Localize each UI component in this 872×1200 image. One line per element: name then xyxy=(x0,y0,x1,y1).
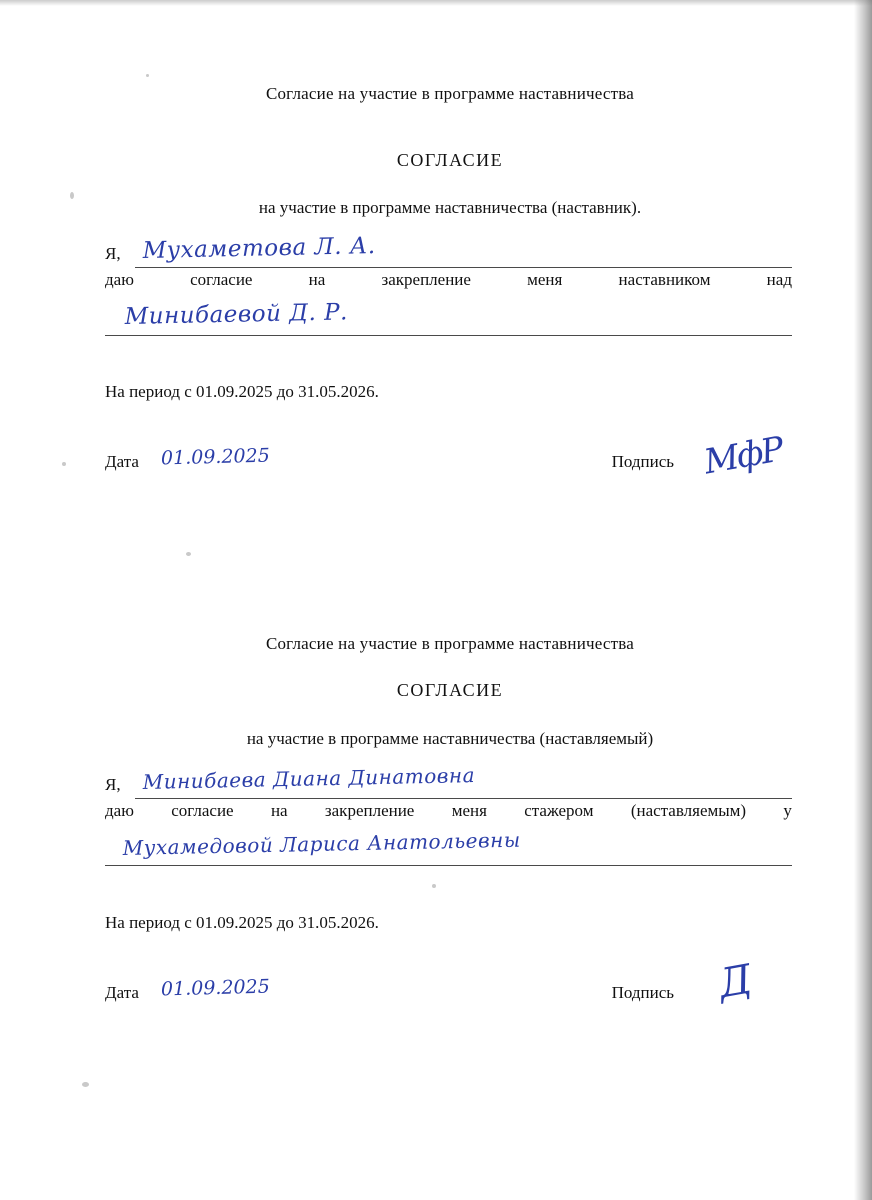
section-title-mentor: Согласие на участие в программе наставничества xyxy=(265,84,635,103)
clause-word: на xyxy=(270,801,288,820)
date-value-mentee: 01.09.2025 xyxy=(160,975,271,1001)
section-heading-mentor: СОГЛАСИЕ xyxy=(396,150,504,170)
rule-line xyxy=(135,798,792,799)
rule-line xyxy=(105,335,792,336)
mentor-name-handwriting: Мухаметова Л. А. xyxy=(142,233,376,264)
ya-label-mentor: Я, xyxy=(105,244,121,263)
clause-word: закрепление xyxy=(324,801,415,820)
scan-speck xyxy=(62,462,66,466)
clause-word: над xyxy=(766,270,792,289)
mentee-name-handwriting: Минибаева Диана Динатовна xyxy=(142,763,476,794)
mentee-mentor-name-field[interactable] xyxy=(105,822,792,866)
section-subtitle-mentor: на участие в программе наставничества (наставник). xyxy=(258,198,642,217)
mentor-mentee-name-handwriting: Минибаевой Д. Р. xyxy=(124,299,349,330)
clause-word: наставником xyxy=(618,270,711,289)
clause-word: меня xyxy=(527,270,563,289)
signature-label-mentee: Подпись xyxy=(611,983,674,1002)
clause-word: стажером xyxy=(524,801,594,820)
mentee-clause-line xyxy=(105,801,792,821)
mentor-period: На период с 01.09.2025 до 31.05.2026. xyxy=(105,382,379,401)
scan-shadow-right xyxy=(854,0,872,1200)
clause-word: (наставляемым) xyxy=(630,801,747,820)
mentee-name-field[interactable] xyxy=(105,757,792,799)
clause-word: даю xyxy=(105,270,134,289)
mentee-mentor-name-handwriting: Мухамедовой Лариса Анатольевны xyxy=(122,827,521,860)
mentee-period: На период с 01.09.2025 до 31.05.2026. xyxy=(105,913,379,932)
clause-word: меня xyxy=(451,801,487,820)
rule-line xyxy=(105,865,792,866)
clause-word: закрепление xyxy=(381,270,471,289)
signature-mark-mentee: Д xyxy=(715,956,754,1008)
clause-word: согласие xyxy=(190,270,253,289)
mentor-date-signature-row xyxy=(105,429,792,490)
scan-speck xyxy=(70,192,74,199)
mentor-mentee-name-field[interactable] xyxy=(105,292,792,336)
mentee-date-signature-row xyxy=(105,956,792,1021)
signature-label-mentor: Подпись xyxy=(611,452,674,471)
date-label-mentor: Дата xyxy=(105,452,139,471)
date-label-mentee: Дата xyxy=(105,983,139,1002)
mentor-clause-line xyxy=(105,270,792,290)
clause-word: у xyxy=(783,801,792,820)
document-body xyxy=(100,0,800,1200)
scan-speck xyxy=(82,1082,89,1087)
clause-word: на xyxy=(308,270,326,289)
signature-mark-mentor: МфР xyxy=(700,429,785,483)
rule-line xyxy=(135,267,792,268)
section-heading-mentee: СОГЛАСИЕ xyxy=(396,680,504,700)
section-title-mentee: Согласие на участие в программе наставничества xyxy=(265,634,635,653)
clause-word: даю xyxy=(105,801,134,820)
mentor-name-field[interactable] xyxy=(105,226,792,268)
section-subtitle-mentee: на участие в программе наставничества (наставляемый) xyxy=(246,729,654,748)
clause-word: согласие xyxy=(171,801,234,820)
ya-label-mentee: Я, xyxy=(105,775,121,794)
date-value-mentor: 01.09.2025 xyxy=(160,444,271,470)
